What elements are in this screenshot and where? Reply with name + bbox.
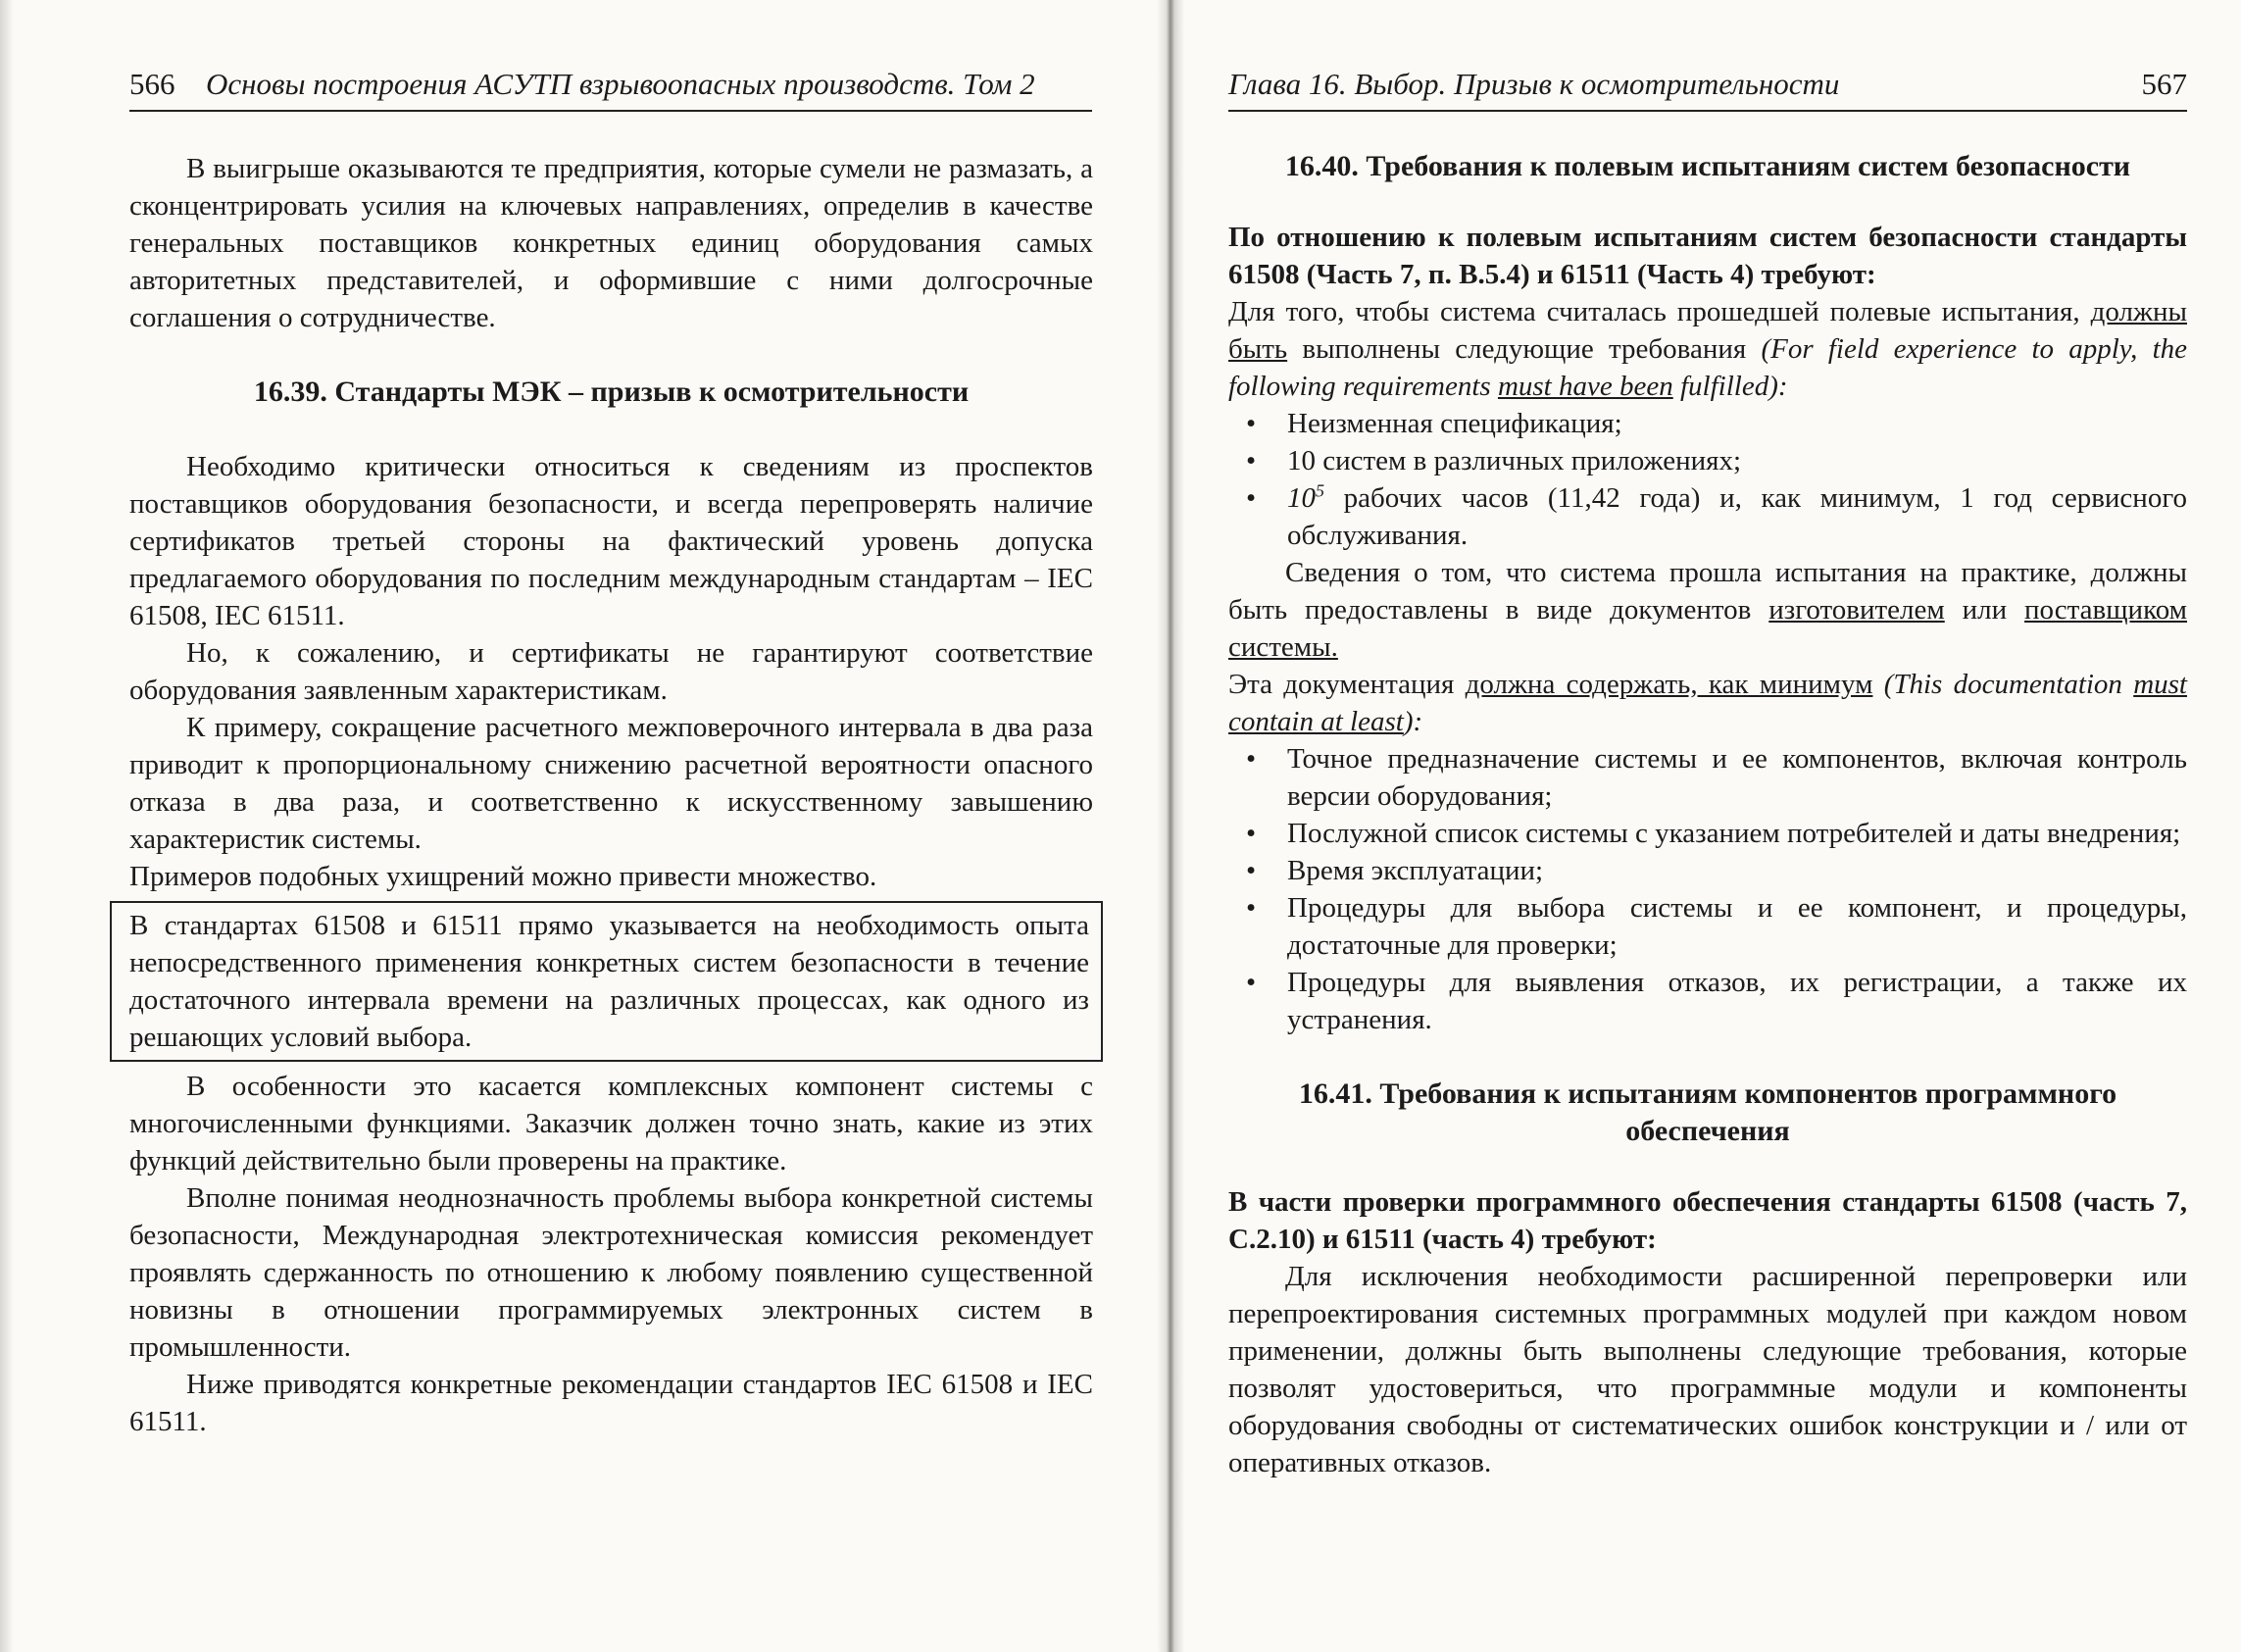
right-page-body <box>1228 148 2187 1481</box>
paragraph: Сведения о том, что система прошла испытания на практике, должны быть предоставлены в виде документов изготовителем или поставщиком системы. <box>1228 557 2187 663</box>
paragraph-intro: В выигрыше оказываются те предприятия, которые сумели не размазать, а сконцентрировать усилия на ключевых направлениях, определив в качестве генеральных поставщиков конкретных единиц оборудования самых авторитетных представителей, и оформившие с ними долгосрочные соглашения о сотрудничестве. <box>129 153 1093 333</box>
list-item: • $10^5$ рабочих часов (11,42 года) и, как минимум, 1 год сервисного обслуживания. <box>1287 479 2187 554</box>
list-item: • Послужной список системы с указанием потребителей и даты внедрения; <box>1287 815 2187 852</box>
highlight-box <box>110 901 1103 1062</box>
paragraph: В особенности это касается комплексных компонент системы с многочисленными функциями. Заказчик должен точно знать, какие из этих функций действительно были проверены на практике. <box>129 1071 1093 1176</box>
section-heading-16-39: 16.39. Стандарты МЭК – призыв к осмотрительности <box>253 375 970 408</box>
paragraph: Необходимо критически относиться к сведениям из проспектов поставщиков оборудования безопасности, и всегда перепроверять наличие сертификатов третьей стороны на фактический уровень допуска предлагаемого оборудования по последним международным стандартам – IEC 61508, IEC 61511. <box>129 451 1093 631</box>
paragraph: К примеру, сокращение расчетного межповерочного интервала в два раза приводит к пропорциональному снижению расчетной вероятности опасного отказа в два раза, и соответственно к искусственному завышению характеристик системы. <box>129 712 1093 855</box>
left-page-body <box>129 150 1093 1440</box>
documentation-list <box>1228 740 2187 1038</box>
paragraph: Примеров подобных ухищрений можно привести множество. <box>129 861 877 892</box>
right-page <box>1171 0 2241 1652</box>
paragraph: Вполне понимая неоднозначность проблемы выбора конкретной системы безопасности, Международная электротехническая комиссия рекомендует проявлять сдержанность по отношению к любому появлению существенной новизны в отношении программируемых электронных систем в промышленности. <box>129 1182 1093 1363</box>
paragraph: Но, к сожалению, и сертификаты не гарантируют соответствие оборудования заявленным характеристикам. <box>129 637 1093 706</box>
list-item: • Процедуры для выбора системы и ее компонент, и процедуры, достаточные для проверки; <box>1287 889 2187 964</box>
underlined-text: must contain at least <box>1228 669 2187 737</box>
right-running-head <box>1228 67 2187 112</box>
running-title: Основы построения АСУТП взрывоопасных производств. Том 2 <box>206 67 1035 101</box>
left-running-head <box>129 67 1092 112</box>
list-item: • Время эксплуатации; <box>1287 852 2187 889</box>
section-heading-16-41: 16.41. Требования к испытаниям компонентов программного обеспечения <box>1298 1077 2117 1147</box>
list-item: • 10 систем в различных приложениях; <box>1287 442 2187 479</box>
paragraph: Эта документация должна содержать, как минимум (This documentation must contain at least): <box>1228 669 2187 737</box>
section-lead: В части проверки программного обеспечения стандарты 61508 (часть 7, C.2.10) и 61511 (часть 4) требуют: <box>1228 1186 2187 1255</box>
section-heading-16-40: 16.40. Требования к полевым испытаниям систем безопасности <box>1284 150 2131 182</box>
page-number: 567 <box>2141 67 2187 101</box>
section-lead: По отношению к полевым испытаниям систем безопасности стандарты 61508 (Часть 7, п. B.5.4) и 61511 (Часть 4) требуют: <box>1228 222 2187 290</box>
list-item: • Неизменная спецификация; <box>1287 405 2187 442</box>
requirements-intro: Для того, чтобы система считалась прошедшей полевые испытания, должны быть выполнены следующие требования (For field experience to apply, the following requirements must have been fulfilled): <box>1228 296 2187 402</box>
underlined-text: изготовителем <box>1768 594 1945 626</box>
list-item: • Точное предназначение системы и ее компонентов, включая контроль версии оборудования; <box>1287 740 2187 815</box>
running-title: Глава 16. Выбор. Призыв к осмотрительности <box>1228 67 1840 101</box>
paragraph: Для исключения необходимости расширенной перепроверки или перепроектирования системных программных модулей при каждом новом применении, должны быть выполнены следующие требования, которые позволят удостовериться, что программные модули и компоненты оборудования свободны от систематических ошибок конструкции и / или от оперативных отказов. <box>1228 1261 2187 1478</box>
underlined-text: поставщиком системы. <box>1228 594 2187 663</box>
requirements-list <box>1228 405 2187 554</box>
underlined-text: должна содержать, как минимум <box>1465 669 1873 700</box>
underlined-text: должны быть <box>1228 296 2187 365</box>
highlight-text: В стандартах 61508 и 61511 прямо указывается на необходимость опыта непосредственного применения конкретных систем безопасности в течение достаточного интервала времени на различных процессах, как одного из решающих условий выбора. <box>129 910 1089 1053</box>
page-number: 566 <box>129 67 175 101</box>
paragraph: Ниже приводятся конкретные рекомендации стандартов IEC 61508 и IEC 61511. <box>129 1369 1093 1437</box>
list-item: • Процедуры для выявления отказов, их регистрации, а также их устранения. <box>1287 964 2187 1038</box>
underlined-text: must have been <box>1497 371 1673 402</box>
